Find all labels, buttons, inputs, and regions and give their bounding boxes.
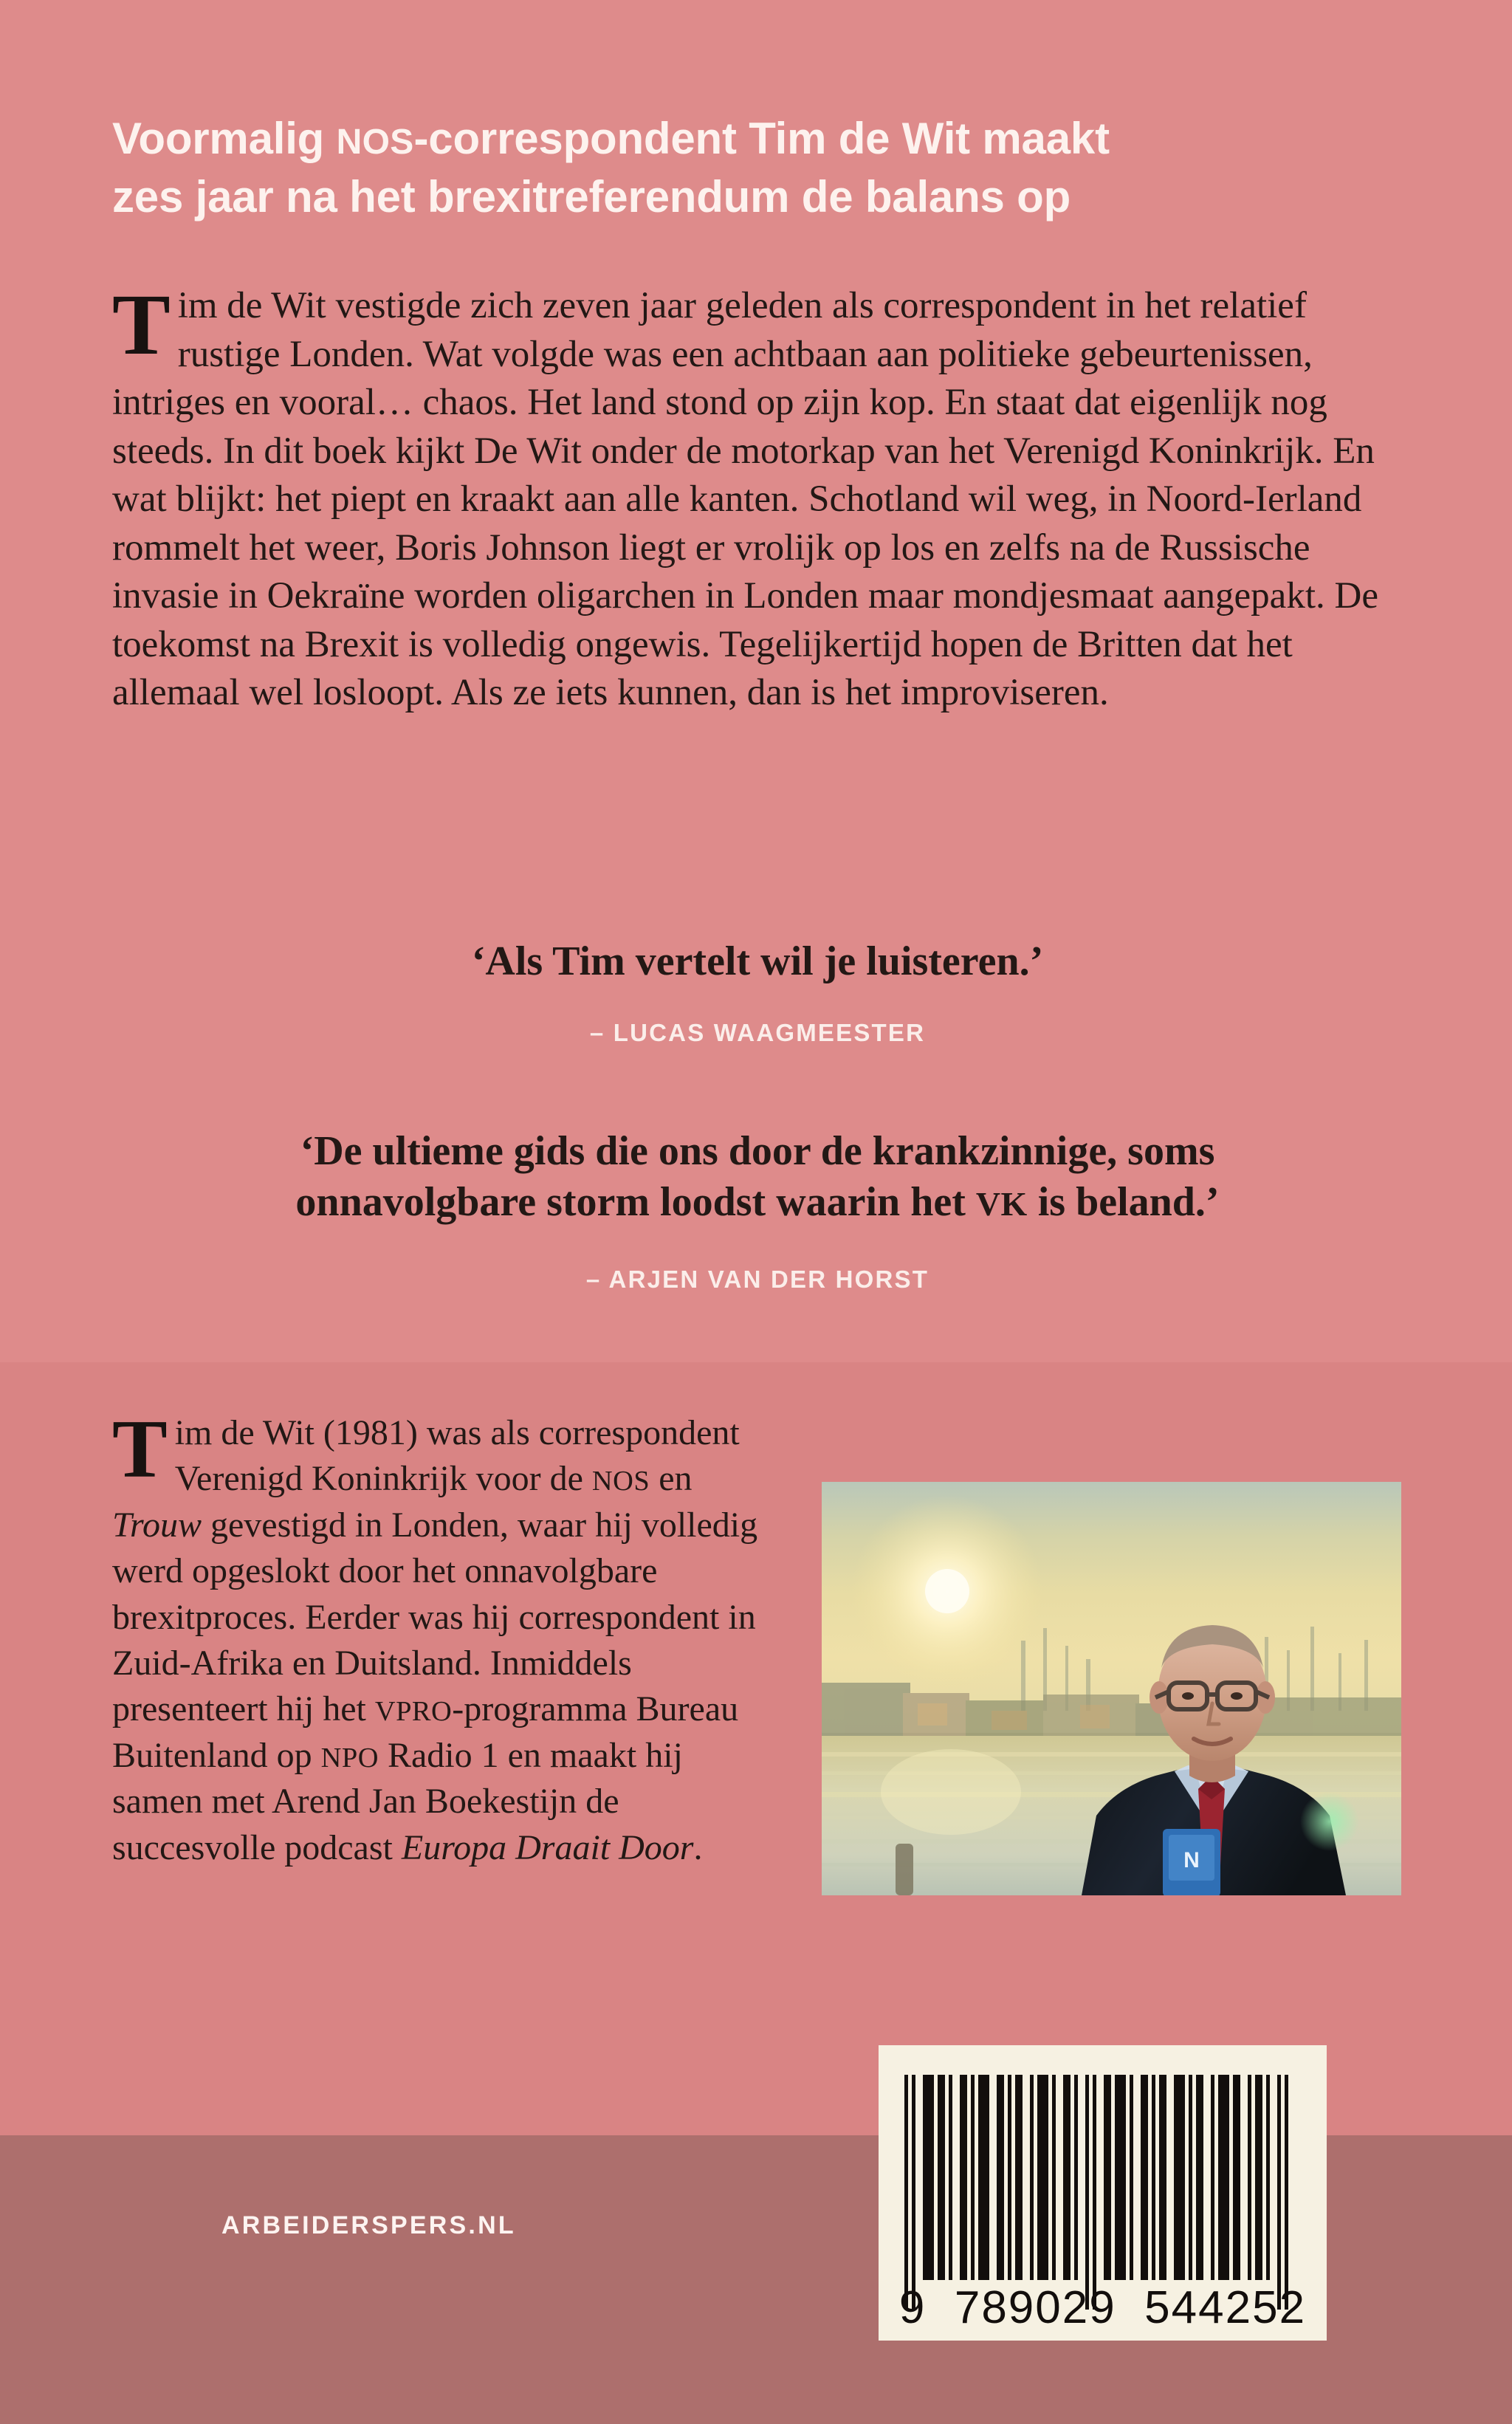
author-photo: [822, 1482, 1401, 1895]
barcode-digits: 9 789029 544252: [898, 2282, 1307, 2333]
bio-text-4: -programma Bureau Buitenland op: [112, 1689, 739, 1775]
blurb-dropcap: T: [112, 276, 171, 373]
headline-nos-smallcaps: NOS: [336, 123, 414, 162]
barcode-bars: [904, 2075, 1301, 2280]
svg-text:N: N: [1183, 1848, 1200, 1872]
bio-trouw-italic: Trouw: [112, 1505, 202, 1545]
bio-vpro-smallcaps: VPRO: [374, 1696, 453, 1728]
bio-text-5: Radio 1 en maakt hij samen met Arend Jan Boekestijn de succesvolle podcast: [112, 1735, 683, 1867]
pull-quote-2-attribution: – ARJEN VAN DER HORST: [585, 1266, 929, 1293]
bio-text-2: en: [650, 1459, 693, 1499]
bio-text-6: .: [693, 1827, 703, 1867]
pull-quote-2: [103, 1126, 1412, 1229]
bio-text-3: gevestigd in Londen, waar hij volledig werd opgeslokt door het onnavolgbare brexitproces. Eerder was hij correspondent in Zuid-Afrika en Duitsland. Inmiddels presenteert hij het: [112, 1505, 758, 1729]
author-photo-illustration: [822, 1482, 1401, 1895]
barcode: [879, 2045, 1327, 2341]
bio-text-1: im de Wit (1981) was als correspondent Verenigd Koninkrijk voor de: [174, 1413, 740, 1499]
publisher-url[interactable]: ARBEIDERSPERS.NL: [221, 2211, 516, 2239]
pull-quote-2-line2-part1: onnavolgbare storm loodst waarin het: [295, 1179, 976, 1226]
bio-nos-smallcaps: NOS: [591, 1466, 650, 1497]
bio-dropcap: T: [112, 1404, 168, 1495]
blurb-text: im de Wit vestigde zich zeven jaar geleden als correspondent in het relatief rustige Londen. Wat volgde was een achtbaan aan politieke gebeurtenissen, intriges en vooral… chaos. Het land stond op zijn kop. En staat dat eigenlijk nog steeds. In dit boek kijkt De Wit onder de motorkap van het Verenigd Koninkrijk. En wat blijkt: het piept en kraakt aan alle kanten. Schotland wil weg, in Noord-Ierland rommelt het weer, Boris Johnson liegt er vrolijk op los en zelfs na de Russische invasie in Oekraïne worden oligarchen in Londen maar mondjesmaat aangepakt. De toekomst na Brexit is volledig ongewis. Tegelijkertijd hopen de Britten dat het allemaal wel losloopt. Als ze iets kunnen, dan is het improviseren.: [112, 285, 1378, 714]
headline-line1-part2: -correspondent Tim de Wit maakt: [413, 114, 1110, 163]
bio-podcast-italic: Europa Draait Door: [401, 1827, 694, 1867]
pull-quote-1-attribution: – LUCAS WAAGMEESTER: [589, 1019, 926, 1046]
pull-quote-2-line2-part2: is beland.’: [1027, 1179, 1220, 1226]
pull-quote-2-line1: ‘De ultieme gids die ons door de krankzinnige, soms: [300, 1128, 1215, 1174]
pull-quote-2-vk-smallcaps: VK: [975, 1185, 1028, 1223]
headline-line2: zes jaar na het brexitreferendum de balans op: [112, 172, 1071, 222]
blurb-paragraph: [112, 276, 1403, 718]
headline-line1-part1: Voormalig: [112, 114, 337, 163]
bio-npo-smallcaps: NPO: [320, 1742, 379, 1774]
pull-quote-1: ‘Als Tim vertelt wil je luisteren.’: [471, 938, 1044, 984]
author-bio: [112, 1404, 762, 1871]
headline: [112, 109, 1412, 226]
